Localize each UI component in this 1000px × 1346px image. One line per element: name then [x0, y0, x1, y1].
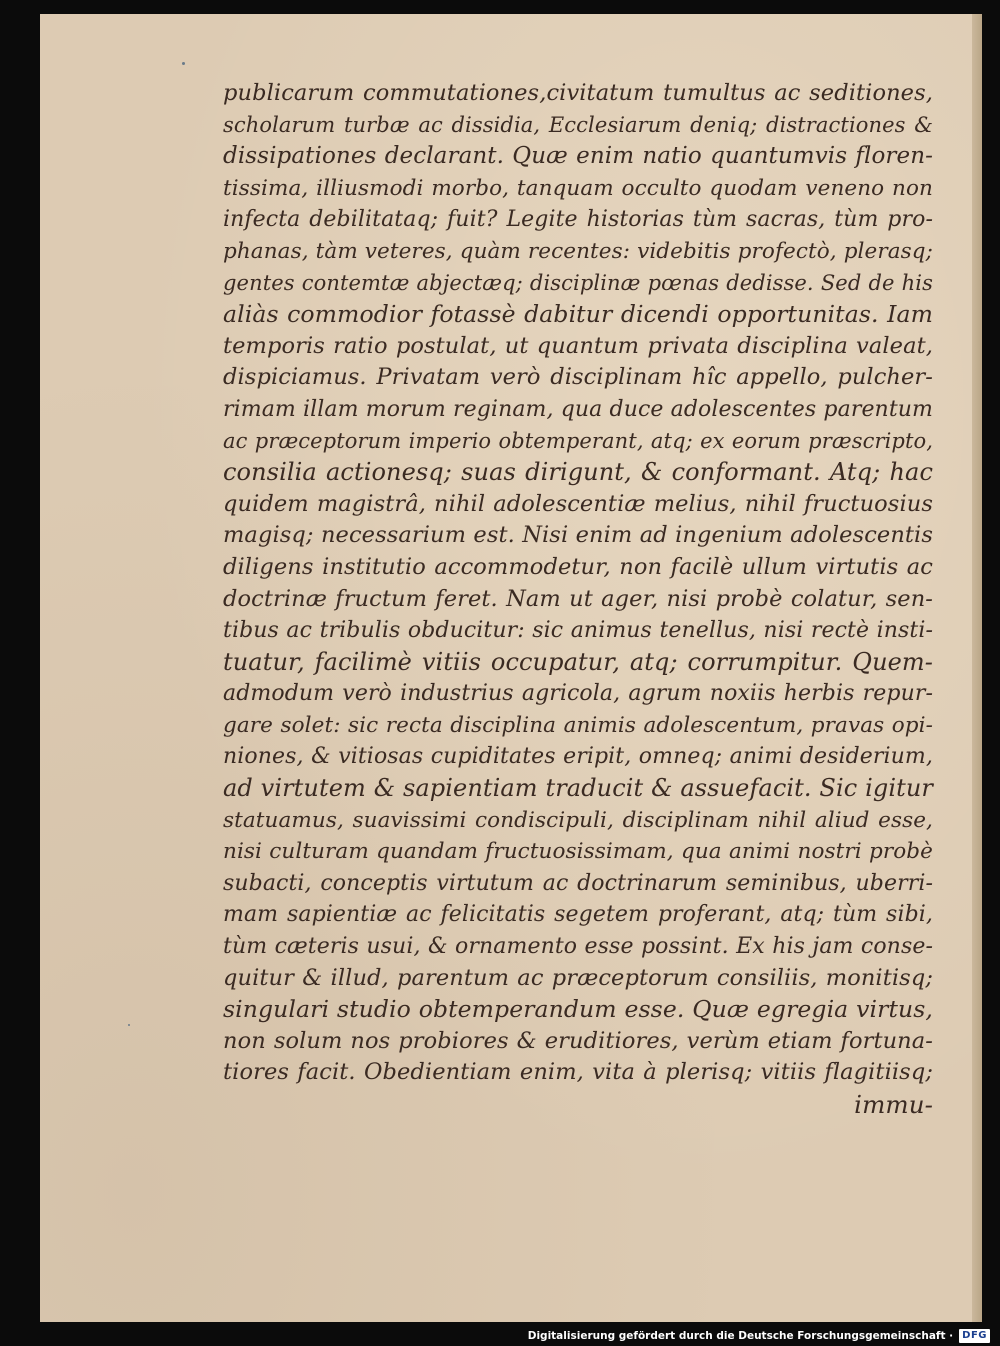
- text-line: ac præceptorum imperio obtemperant, atq; ex eorum præscripto,: [223, 428, 933, 453]
- text-line: tibus ac tribulis obducitur: sic animus tenellus, nisi rectè insti-: [223, 618, 933, 644]
- text-line: phanas, tàm veteres, quàm recentes: videbitis profectò, plerasq;: [223, 238, 933, 264]
- funding-credit: Digitalisierung gefördert durch die Deutsche Forschungsgemeinschaft ·: [527, 1330, 954, 1342]
- text-line: dispiciamus. Privatam verò disciplinam hîc appello, pulcher-: [223, 364, 933, 391]
- text-line: tuatur, facilimè vitiis occupatur, atq; corrumpitur. Quem-: [223, 647, 933, 676]
- text-line: consilia actionesq; suas dirigunt, & conformant. Atq; hac: [223, 458, 933, 487]
- text-line: doctrinæ fructum feret. Nam ut ager, nisi probè colatur, sen-: [223, 585, 933, 612]
- text-line: tùm cæteris usui, & ornamento esse possint. Ex his jam conse-: [223, 934, 933, 960]
- text-line: infecta debilitataq; fuit? Legite historias tùm sacras, tùm pro-: [223, 207, 933, 233]
- text-line: niones, & vitiosas cupiditates eripit, omneq; animi desiderium,: [223, 744, 933, 770]
- text-line: singulari studio obtemperandum esse. Quæ egregia virtus,: [223, 995, 933, 1024]
- text-line: publicarum commutationes,civitatum tumultus ac seditiones,: [223, 80, 933, 106]
- text-line: gentes contemtæ abjectæq; disciplinæ pœnas dedisse. Sed de his: [223, 270, 933, 295]
- text-line: diligens institutio accommodetur, non facilè ullum virtutis ac: [223, 553, 933, 580]
- page-edge: [972, 14, 982, 1322]
- text-line: quitur & illud, parentum ac præceptorum consiliis, monitisq;: [223, 964, 933, 991]
- text-line: dissipationes declarant. Quæ enim natio quantumvis floren-: [223, 143, 933, 170]
- text-line: aliàs commodior fotassè dabitur dicendi opportunitas. Iam: [223, 300, 933, 329]
- paper-speck: [128, 1024, 130, 1026]
- text-line: subacti, conceptis virtutum ac doctrinarum seminibus, uberri-: [223, 870, 933, 896]
- text-line: tiores facit. Obedientiam enim, vita à plerisq; vitiis flagitiisq;: [223, 1059, 933, 1086]
- paper-speck: [182, 62, 185, 65]
- text-line: admodum verò industrius agricola, agrum noxiis herbis repur-: [223, 681, 933, 707]
- catchword: immu-: [854, 1090, 933, 1119]
- text-line: quidem magistrâ, nihil adolescentiæ melius, nihil fructuosius: [223, 490, 933, 517]
- text-line: tissima, illiusmodi morbo, tanquam occulto quodam veneno non: [223, 175, 933, 201]
- text-line: non solum nos probiores & eruditiores, verùm etiam fortuna-: [223, 1027, 933, 1054]
- text-line: magisq; necessarium est. Nisi enim ad ingenium adolescentis: [223, 522, 933, 549]
- text-line: scholarum turbæ ac dissidia, Ecclesiarum deniq; distractiones &: [223, 112, 933, 137]
- text-block: [223, 78, 933, 1121]
- dfg-logo: DFG: [959, 1329, 990, 1343]
- text-line: mam sapientiæ ac felicitatis segetem proferant, atq; tùm sibi,: [223, 902, 933, 928]
- text-line: gare solet: sic recta disciplina animis adolescentum, pravas opi-: [223, 712, 933, 738]
- text-line: rimam illam morum reginam, qua duce adolescentes parentum: [223, 396, 933, 422]
- text-line: temporis ratio postulat, ut quantum privata disciplina valeat,: [223, 332, 933, 359]
- text-line: ad virtutem & sapientiam traducit & assuefacit. Sic igitur: [223, 774, 933, 803]
- book-page: [40, 14, 982, 1322]
- footer: [528, 1329, 990, 1343]
- text-line: nisi culturam quandam fructuosissimam, qua animi nostri probè: [223, 839, 933, 865]
- text-line: statuamus, suavissimi condiscipuli, disciplinam nihil aliud esse,: [223, 807, 933, 833]
